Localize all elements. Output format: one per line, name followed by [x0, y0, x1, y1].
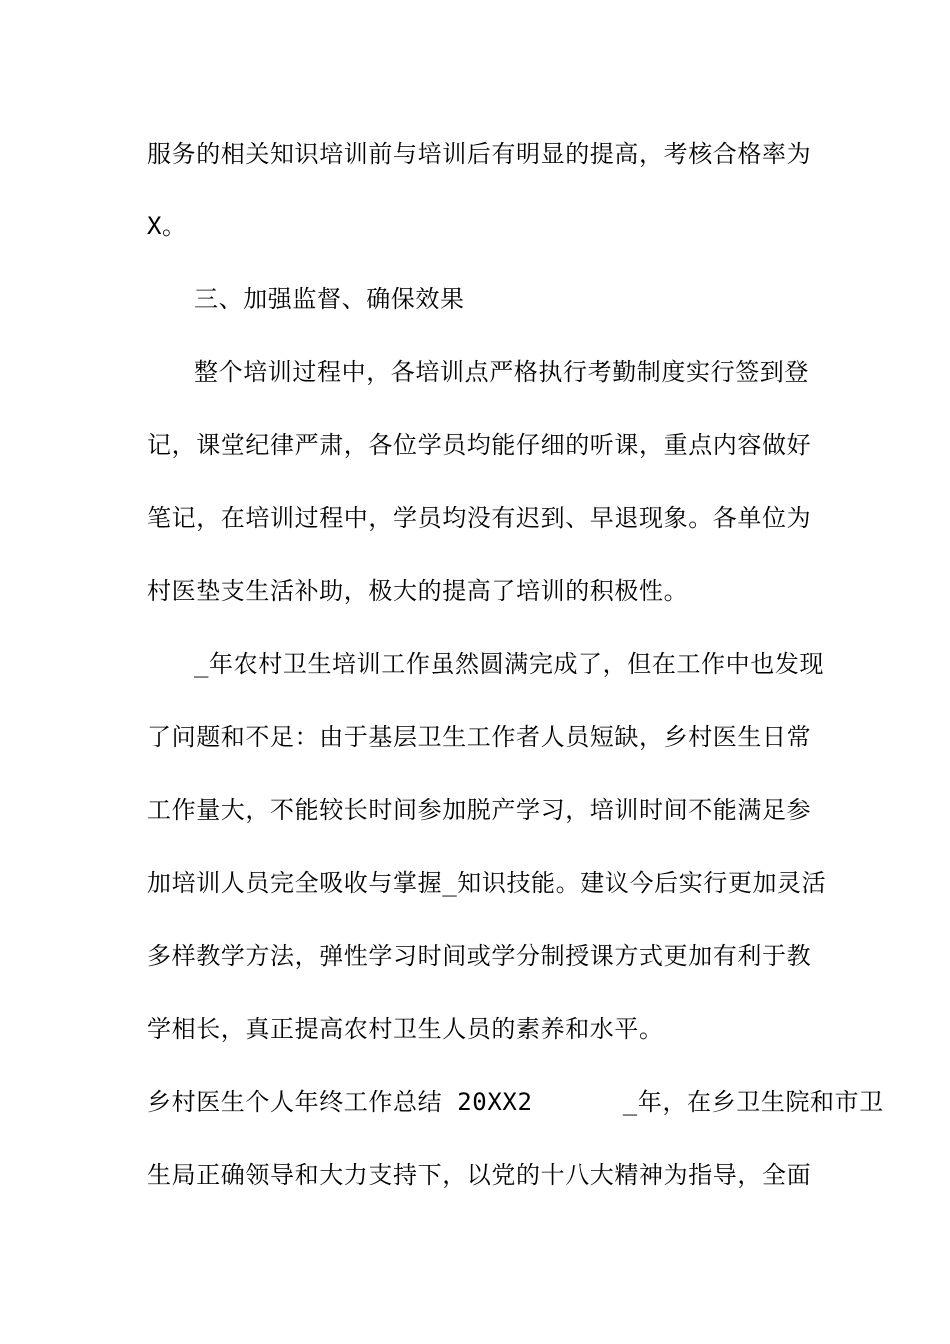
paragraph-line: 学相长，真正提高农村卫生人员的素养和水平。: [147, 1015, 664, 1043]
paragraph-line: 村医垫支生活补助，极大的提高了培训的积极性。: [147, 577, 689, 605]
paragraph-line: 多样教学方法，弹性学习时间或学分制授课方式更加有利于教: [147, 942, 812, 970]
paragraph-line: 记，课堂纪律严肃，各位学员均能仔细的听课，重点内容做好: [147, 431, 812, 459]
paragraph-line: 笔记，在培训过程中，学员均没有迟到、早退现象。各单位为: [147, 504, 812, 532]
summary-title-line: 乡村医生个人年终工作总结 20XX2 _年，在乡卫生院和市卫: [147, 1088, 884, 1116]
paragraph-line: 生局正确领导和大力支持下，以党的十八大精神为指导，全面: [147, 1161, 812, 1189]
section-heading: 三、加强监督、确保效果: [194, 285, 465, 313]
paragraph-line: 工作量大，不能较长时间参加脱产学习，培训时间不能满足参: [147, 796, 812, 824]
paragraph-line: 了问题和不足：由于基层卫生工作者人员短缺，乡村医生日常: [147, 723, 812, 751]
text-line: X。: [147, 212, 187, 240]
paragraph-line: _年农村卫生培训工作虽然圆满完成了，但在工作中也发现: [194, 650, 825, 678]
text-line: 服务的相关知识培训前与培训后有明显的提高，考核合格率为: [147, 140, 812, 168]
paragraph-line: 整个培训过程中，各培训点严格执行考勤制度实行签到登: [194, 358, 809, 386]
paragraph-line: 加培训人员完全吸收与掌握_知识技能。建议今后实行更加灵活: [147, 869, 827, 897]
